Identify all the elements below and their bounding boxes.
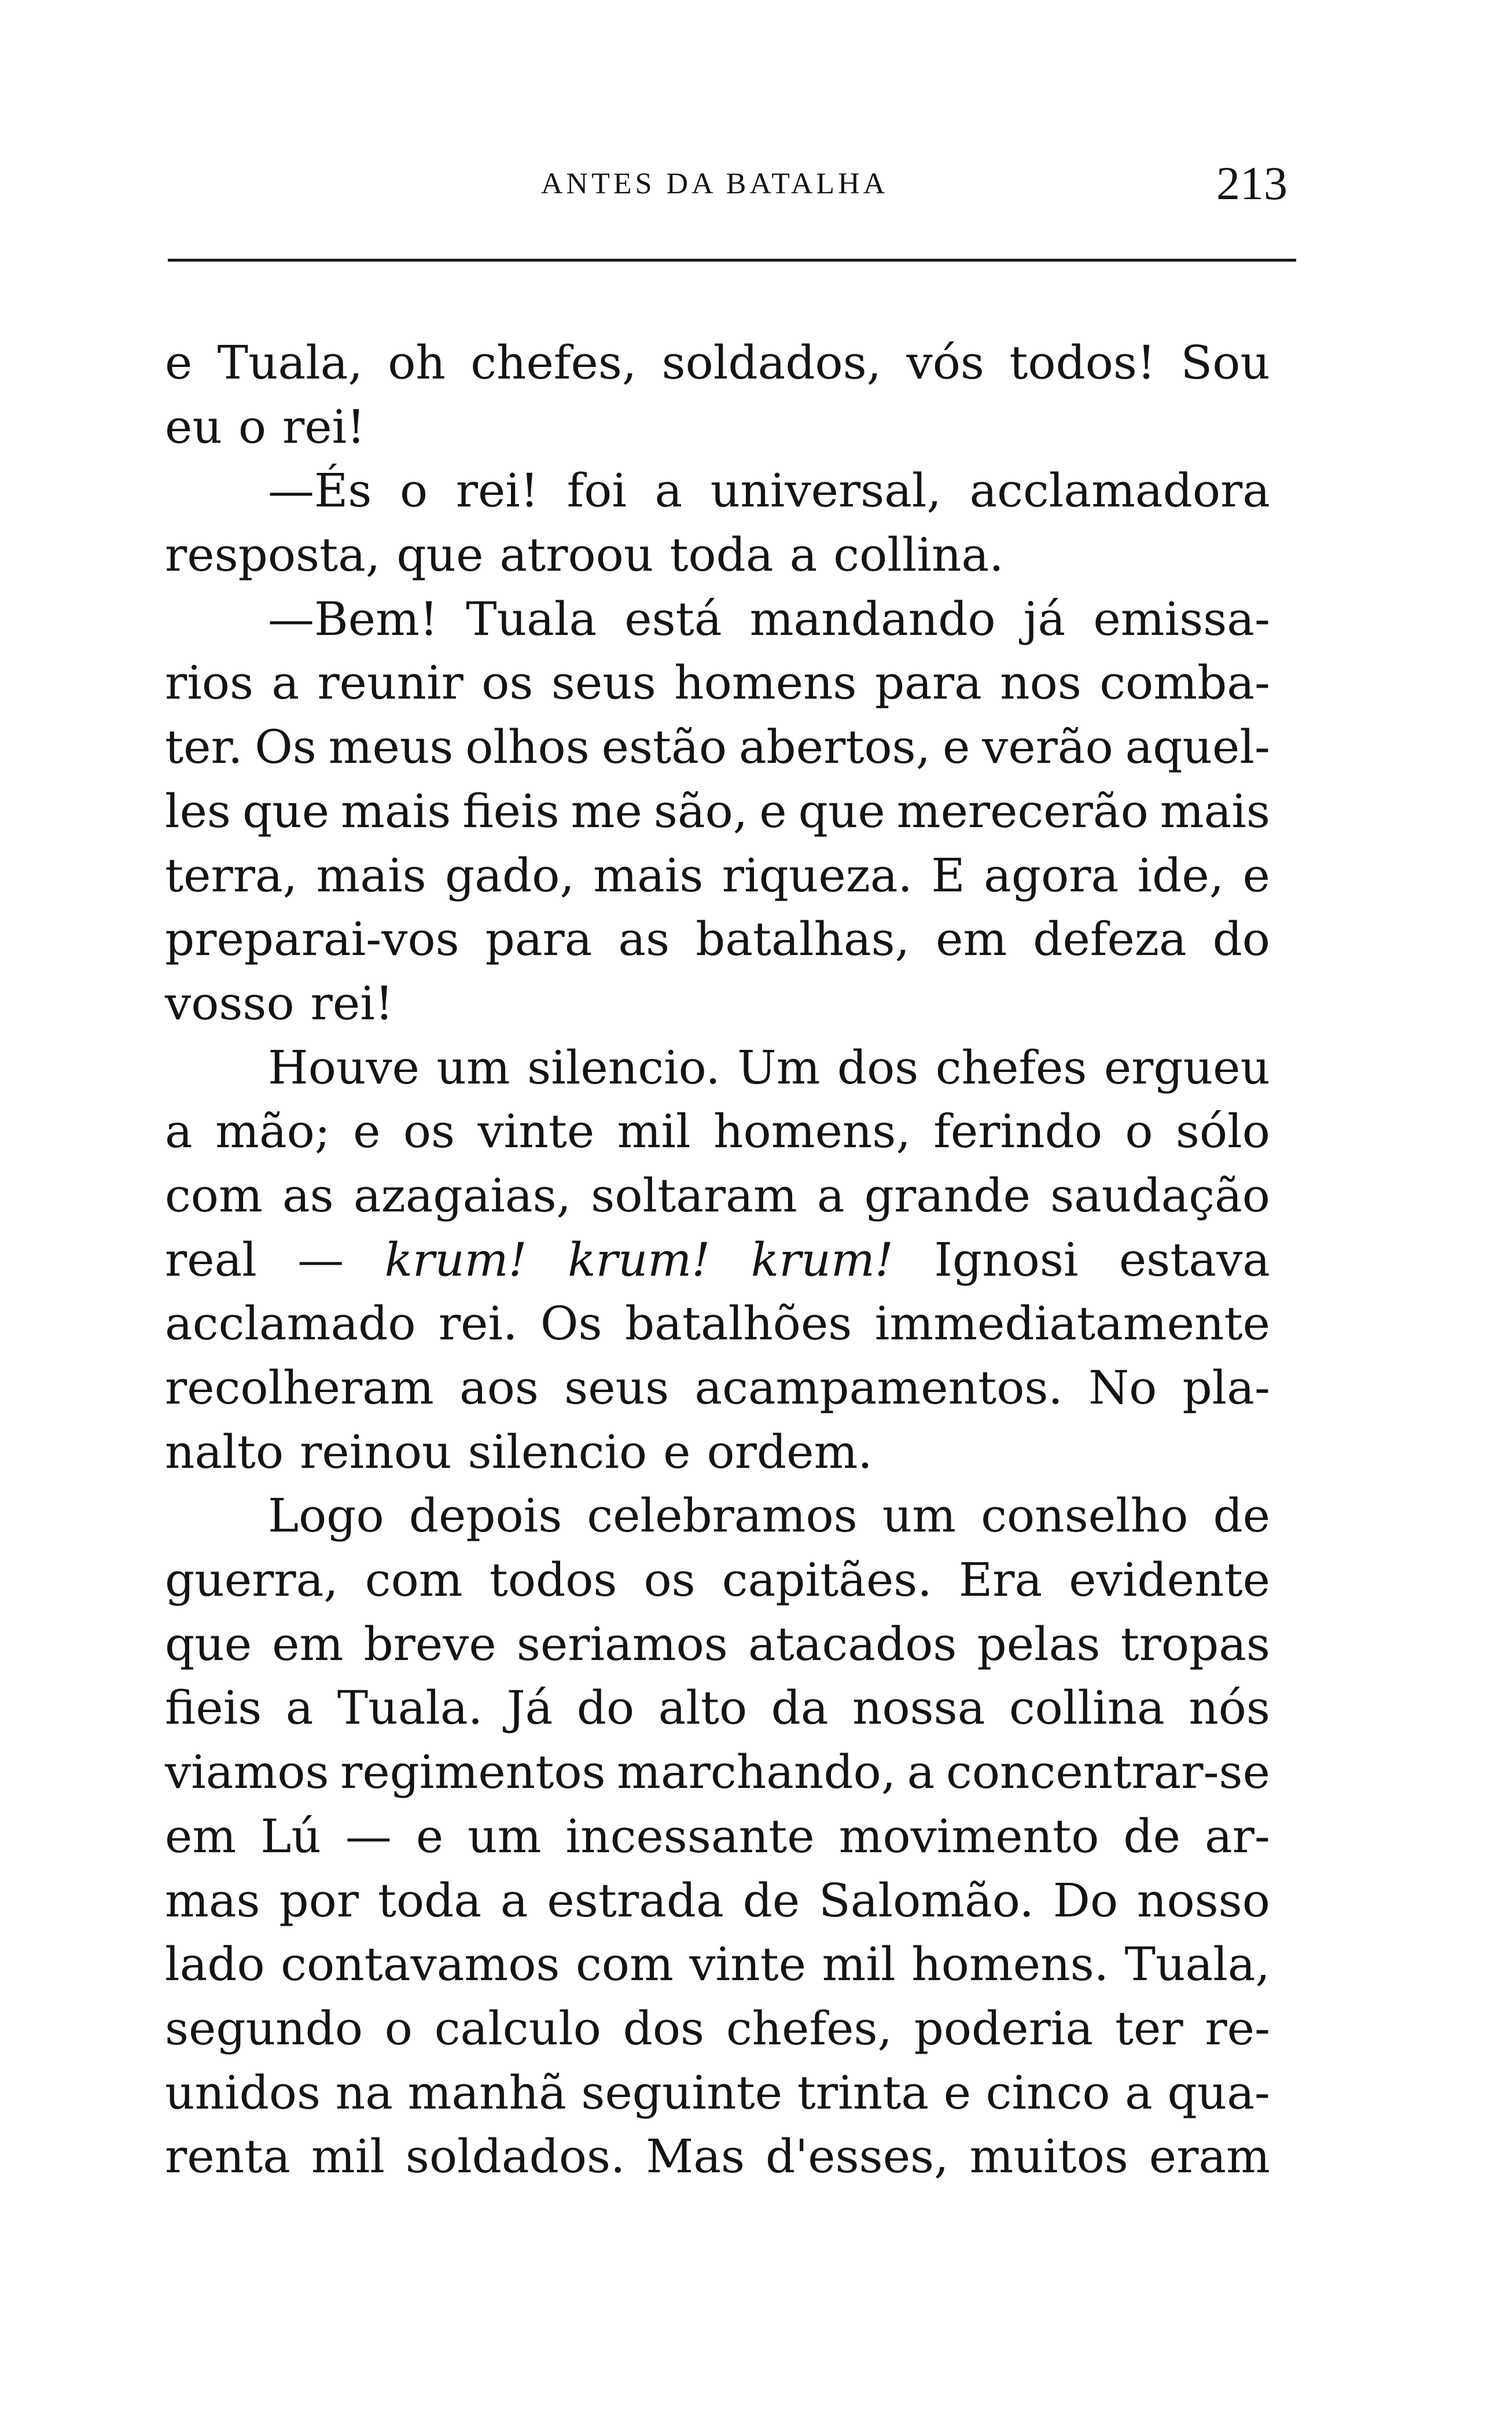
text-word: homens, (713, 1104, 911, 1159)
text-word: krum! (384, 1232, 527, 1287)
text-line (165, 908, 1270, 972)
text-word: batalhas, (696, 912, 910, 967)
text-word: soldados, (661, 336, 882, 390)
text-word: e (759, 784, 787, 838)
running-title: ANTES DA BATALHA (541, 167, 889, 200)
text-line (165, 523, 1270, 587)
text-word: seus (551, 656, 656, 710)
text-word: poderia (914, 2001, 1094, 2055)
text-word: dos (837, 1040, 919, 1095)
text-word: chefes (935, 1040, 1087, 1095)
text-word: Mas (646, 2129, 745, 2184)
text-word: do (1212, 912, 1270, 967)
text-line (165, 1164, 1270, 1228)
text-word: Já (506, 1681, 553, 1735)
text-word: agora (984, 848, 1119, 902)
text-word: les (165, 784, 231, 838)
text-word: da (771, 1681, 829, 1735)
text-word: sólo (1175, 1104, 1270, 1159)
text-line (165, 1036, 1270, 1100)
text-word: —És (268, 464, 372, 518)
text-word: Tuala, (217, 336, 363, 390)
text-line (165, 1613, 1270, 1677)
text-word: pelas (977, 1617, 1101, 1671)
text-word: Tuala (466, 592, 597, 646)
text-word: com (165, 1168, 263, 1222)
text-line (165, 1933, 1270, 1997)
text-word: concentrar-se (946, 1745, 1270, 1800)
text-line (165, 1548, 1270, 1613)
text-word: evidente (1069, 1553, 1270, 1607)
text-word: do (576, 1681, 635, 1735)
text-word: o (384, 2001, 413, 2055)
page-number: 213 (1216, 157, 1287, 210)
text-word: a (165, 1104, 193, 1159)
text-word: estão (601, 720, 727, 774)
text-word: a (789, 528, 818, 582)
text-word: alto (658, 1681, 748, 1735)
text-word: nosso (1136, 1873, 1270, 1927)
text-word: e (663, 1424, 691, 1479)
text-word: — (297, 1232, 344, 1287)
text-word: d'esses, (766, 2129, 949, 2184)
text-word: está (624, 592, 722, 646)
text-word: saudação (1050, 1168, 1270, 1222)
text-word: nós (1189, 1681, 1270, 1735)
text-line (165, 844, 1270, 908)
text-word: pla- (1182, 1361, 1270, 1415)
text-word: gado, (445, 848, 575, 902)
text-word: ar- (1204, 1809, 1270, 1863)
text-word: atacados (748, 1617, 957, 1671)
text-word: acclamadora (969, 464, 1270, 518)
text-word: Lú (260, 1809, 321, 1863)
text-word: que (798, 784, 885, 838)
text-line (165, 459, 1270, 523)
text-line (165, 395, 1270, 460)
text-word: homens. (911, 1937, 1109, 1992)
text-word: chefes, (470, 336, 637, 390)
text-word: acclamado (165, 1297, 416, 1351)
text-line (165, 651, 1270, 715)
text-word: a (654, 464, 683, 518)
text-word: real (165, 1232, 257, 1287)
text-word: verão (982, 720, 1113, 774)
text-line (165, 780, 1270, 844)
text-word: são, (653, 784, 748, 838)
text-word: todos! (1009, 336, 1156, 390)
text-word: mas (165, 1873, 260, 1927)
text-line (165, 1228, 1270, 1292)
text-line (165, 1420, 1270, 1485)
header-rule (168, 259, 1296, 262)
text-word: e (1242, 848, 1270, 902)
text-word: na (335, 2065, 393, 2120)
text-word: resposta, (165, 528, 381, 582)
text-word: ide, (1137, 848, 1224, 902)
text-word: eu (165, 399, 222, 454)
text-word: para (874, 656, 982, 710)
text-line (165, 1740, 1270, 1805)
body-text (165, 331, 1270, 2189)
text-word: de (1123, 1809, 1180, 1863)
text-word: regimentos (340, 1745, 606, 1800)
text-word: em (936, 912, 1007, 967)
text-word: um (436, 1040, 510, 1095)
text-word: reunir (317, 656, 463, 710)
text-word: toda (377, 1873, 482, 1927)
text-word: soltaram (591, 1168, 797, 1222)
text-word: movimento (838, 1809, 1099, 1863)
text-word: o (1125, 1104, 1153, 1159)
text-word: aos (459, 1361, 539, 1415)
text-word: incessante (565, 1809, 815, 1863)
text-line (165, 1869, 1270, 1933)
text-word: e (415, 1809, 444, 1863)
text-word: abertos, (738, 720, 931, 774)
text-word: mil (822, 1937, 896, 1992)
text-word: re- (1205, 2001, 1270, 2055)
text-word: krum! (751, 1232, 893, 1287)
text-word: mil (617, 1104, 691, 1159)
text-word: nos (1000, 656, 1081, 710)
text-word: rei. (438, 1297, 518, 1351)
text-word: os (403, 1104, 455, 1159)
text-word: aquel- (1125, 720, 1270, 774)
text-word: rei! (310, 976, 393, 1030)
text-word: soldados. (405, 2129, 626, 2184)
text-word: No (1088, 1361, 1157, 1415)
text-word: universal, (710, 464, 941, 518)
text-word: recolheram (165, 1361, 434, 1415)
text-word: silencio. (527, 1040, 720, 1095)
text-word: vosso (165, 976, 295, 1030)
text-word: para (485, 912, 593, 967)
text-word: estava (1119, 1232, 1270, 1287)
text-word: e (942, 720, 970, 774)
text-word: mandando (749, 592, 996, 646)
text-word: eram (1149, 2129, 1270, 2184)
text-word: de (742, 1873, 800, 1927)
text-word: lado (165, 1937, 265, 1992)
text-word: mais (341, 784, 451, 838)
text-word: collina. (833, 528, 1004, 582)
text-word: a (271, 656, 300, 710)
text-word: emissa- (1093, 592, 1270, 646)
text-word: contavamos (281, 1937, 560, 1992)
text-word: comba- (1099, 656, 1270, 710)
text-word: olhos (465, 720, 590, 774)
text-word: manhã (407, 2065, 566, 2120)
text-word: Era (958, 1553, 1043, 1607)
text-line (165, 1676, 1270, 1740)
text-word: collina (1009, 1681, 1165, 1735)
text-line (165, 331, 1270, 395)
text-word: rios (165, 656, 254, 710)
text-word: vinte (477, 1104, 595, 1159)
text-word: celebramos (587, 1489, 858, 1543)
text-word: calculo (434, 2001, 601, 2055)
text-word: oh (388, 336, 446, 390)
text-word: ordem. (707, 1424, 873, 1479)
text-word: e (353, 1104, 381, 1159)
text-word: me (571, 784, 642, 838)
text-word: Um (737, 1040, 821, 1095)
text-word: E (931, 848, 965, 902)
text-word: toda (669, 528, 774, 582)
text-word: unidos (165, 2065, 321, 2120)
text-line (165, 715, 1270, 780)
text-word: mil (311, 2129, 385, 2184)
text-word: mais (316, 848, 426, 902)
text-word: por (279, 1873, 359, 1927)
text-word: — (345, 1809, 392, 1863)
text-word: os (481, 656, 534, 710)
text-word: ter. (165, 720, 243, 774)
text-word: mais (593, 848, 704, 902)
text-word: vinte (689, 1937, 807, 1992)
text-word: foi (566, 464, 627, 518)
text-word: depois (409, 1489, 562, 1543)
text-word: trinta (797, 2065, 929, 2120)
text-line (165, 2125, 1270, 2189)
page-header (165, 156, 1287, 220)
text-word: krum! (568, 1232, 711, 1287)
text-word: guerra, (165, 1553, 339, 1607)
text-word: a (285, 1681, 314, 1735)
text-line (165, 1484, 1270, 1548)
text-word: que (396, 528, 484, 582)
text-word: defeza (1033, 912, 1187, 967)
text-word: tropas (1120, 1617, 1270, 1671)
text-word: um (882, 1489, 957, 1543)
text-word: atroou (499, 528, 654, 582)
text-word: cinco (985, 2065, 1110, 2120)
text-word: Logo (268, 1489, 384, 1543)
text-word: mais (1160, 784, 1270, 838)
text-word: Houve (268, 1040, 420, 1095)
text-word: silencio (468, 1424, 648, 1479)
text-word: as (618, 912, 670, 967)
text-line (165, 587, 1270, 652)
text-word: em (272, 1617, 344, 1671)
text-word: azagaias, (353, 1168, 572, 1222)
text-word: mão; (215, 1104, 330, 1159)
text-word: breve (363, 1617, 496, 1671)
text-word: fieis (165, 1681, 262, 1735)
text-word: viamos (165, 1745, 329, 1800)
text-word: e (165, 336, 193, 390)
text-word: terra, (165, 848, 298, 902)
text-word: vós (906, 336, 984, 390)
text-word: Tuala. (337, 1681, 483, 1735)
text-line (165, 1997, 1270, 2061)
text-word: merecerão (896, 784, 1149, 838)
text-word: que (165, 1617, 252, 1671)
text-line (165, 1805, 1270, 1869)
text-word: ferindo (933, 1104, 1102, 1159)
text-word: meus (328, 720, 454, 774)
text-word: com (365, 1553, 463, 1607)
text-word: ergueu (1103, 1040, 1270, 1095)
text-word: chefes, (726, 2001, 892, 2055)
text-word: seus (564, 1361, 669, 1415)
text-word: o (238, 399, 267, 454)
text-word: seguinte (581, 2065, 783, 2120)
text-word: seriamos (516, 1617, 728, 1671)
text-word: de (1213, 1489, 1270, 1543)
text-word: reinou (300, 1424, 452, 1479)
text-word: riqueza. (722, 848, 913, 902)
text-word: nalto (165, 1424, 284, 1479)
text-word: estrada (547, 1873, 724, 1927)
text-word: renta (165, 2129, 290, 2184)
text-word: segundo (165, 2001, 363, 2055)
text-word: Tuala, (1124, 1937, 1270, 1992)
text-word: Do (1053, 1873, 1119, 1927)
text-word: nossa (852, 1681, 985, 1735)
text-line (165, 1292, 1270, 1356)
text-line (165, 1356, 1270, 1420)
text-word: Salomão. (818, 1873, 1034, 1927)
text-word: e (943, 2065, 972, 2120)
text-word: muitos (969, 2129, 1128, 2184)
text-word: todos (489, 1553, 617, 1607)
text-word: o (400, 464, 428, 518)
text-word: rei! (282, 399, 366, 454)
text-word: fieis (462, 784, 560, 838)
text-word: Sou (1180, 336, 1270, 390)
text-word: com (576, 1937, 674, 1992)
text-word: rei! (455, 464, 539, 518)
text-word: a (1125, 2065, 1153, 2120)
text-word: conselho (981, 1489, 1189, 1543)
text-word: capitães. (722, 1553, 932, 1607)
text-line (165, 972, 1270, 1036)
text-word: em (165, 1809, 237, 1863)
text-word: a (816, 1168, 845, 1222)
text-word: qua- (1167, 2065, 1270, 2120)
text-word: —Bem! (268, 592, 439, 646)
text-word: grande (864, 1168, 1031, 1222)
text-line (165, 2061, 1270, 2125)
text-word: um (468, 1809, 542, 1863)
text-word: homens (674, 656, 857, 710)
text-word: ter (1114, 2001, 1183, 2055)
text-word: que (242, 784, 330, 838)
text-word: os (643, 1553, 696, 1607)
text-word: immediatamente (874, 1297, 1270, 1351)
text-word: já (1023, 592, 1066, 646)
text-word: a (907, 1745, 935, 1800)
text-word: a (500, 1873, 528, 1927)
text-word: marchando, (617, 1745, 896, 1800)
text-word: Os (540, 1297, 602, 1351)
text-word: preparai-vos (165, 912, 459, 967)
text-word: as (282, 1168, 334, 1222)
text-line (165, 1100, 1270, 1164)
text-word: dos (623, 2001, 705, 2055)
text-word: batalhões (624, 1297, 852, 1351)
text-word: acampamentos. (694, 1361, 1063, 1415)
text-word: Ignosi (934, 1232, 1079, 1287)
text-word: Os (255, 720, 317, 774)
